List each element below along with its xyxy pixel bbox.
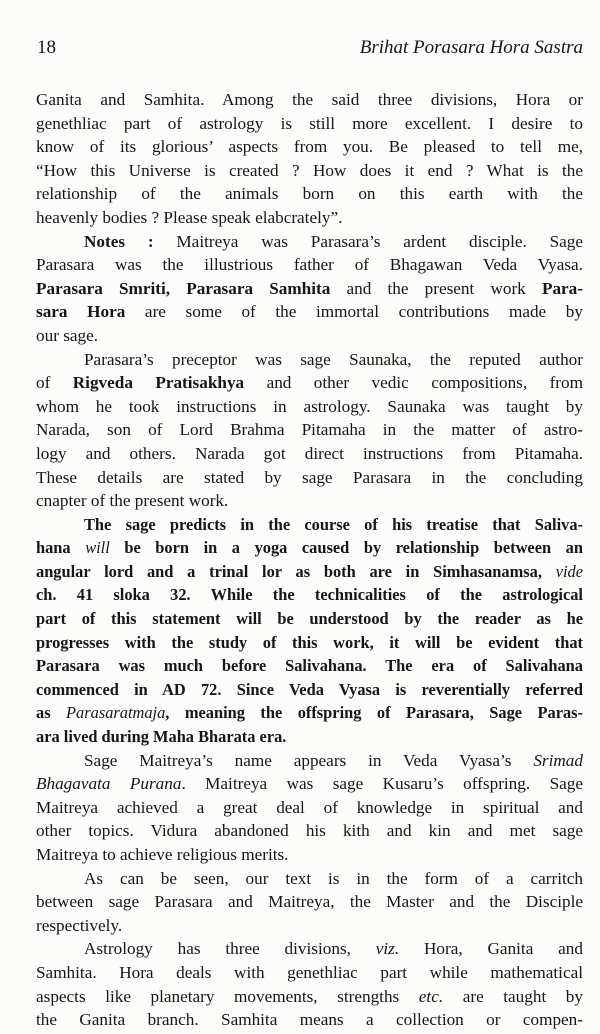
italic-text: vide bbox=[555, 561, 583, 581]
text-run: other topics. Vidura abandoned his kith and kin and met sage bbox=[36, 821, 583, 841]
text-run: ara lived during Maha Bharata era. bbox=[36, 727, 287, 747]
text-run: whom he took instructions in astrology. Saunaka was taught by bbox=[36, 396, 583, 416]
text-line bbox=[36, 701, 583, 725]
text-line bbox=[36, 867, 583, 891]
text-run: know of its glorious’ aspects from you. Be pleased to tell me, bbox=[36, 137, 583, 157]
text-line bbox=[36, 466, 583, 490]
text-run: commenced in AD 72. Since Veda Vyasa is reverentially referred bbox=[36, 679, 583, 699]
paragraph bbox=[36, 867, 583, 938]
text-run: of bbox=[36, 373, 73, 393]
text-run: part of this statement will be understood by the reader as he bbox=[36, 609, 583, 629]
text-run: relationship of the animals born on this earth with the bbox=[36, 184, 583, 204]
text-run: Parasara’s preceptor was sage Saunaka, the reputed author bbox=[84, 349, 583, 369]
text-run: Maitreya to achieve religious merits. bbox=[36, 845, 289, 864]
bold-text: Para- bbox=[541, 278, 583, 298]
text-line bbox=[36, 536, 583, 560]
text-run: The sage predicts in the course of his treatise that Saliva- bbox=[84, 514, 583, 534]
text-run: Samhita. Hora deals with genethliac part while mathematical bbox=[36, 962, 583, 982]
text-run: , meaning the offspring of Parasara, Sage Paras- bbox=[165, 703, 584, 723]
paragraph bbox=[36, 513, 583, 749]
text-line bbox=[36, 654, 583, 678]
text-line bbox=[36, 513, 583, 537]
text-line bbox=[36, 88, 583, 112]
text-run: and the present work bbox=[330, 278, 542, 298]
italic-text: will bbox=[85, 538, 110, 558]
text-line bbox=[36, 253, 583, 277]
text-line bbox=[36, 890, 583, 914]
text-line bbox=[36, 772, 583, 796]
page-number: 18 bbox=[37, 37, 56, 58]
text-run: “How this Universe is created ? How does it end ? What is the bbox=[36, 160, 583, 180]
text-line bbox=[36, 371, 583, 395]
text-run: . Maitreya was sage Kusaru’s offspring. Sage bbox=[181, 774, 583, 794]
paragraph bbox=[36, 749, 583, 867]
text-line bbox=[36, 607, 583, 631]
text-line bbox=[36, 324, 583, 348]
text-line bbox=[36, 560, 583, 584]
text-line bbox=[36, 725, 583, 749]
text-run: Sage Maitreya’s name appears in Veda Vyasa’s bbox=[84, 750, 534, 770]
bold-text: Parasara Smriti, Parasara Samhita bbox=[36, 278, 331, 298]
text-line bbox=[36, 937, 583, 961]
running-title: Brihat Porasara Hora Sastra bbox=[359, 37, 583, 58]
text-run: and other vedic compositions, from bbox=[244, 373, 583, 393]
text-line bbox=[36, 583, 583, 607]
bold-text: sara Hora bbox=[36, 302, 126, 322]
paragraph bbox=[36, 937, 583, 1031]
text-run: are some of the immortal contributions made by bbox=[125, 302, 583, 322]
text-line bbox=[36, 843, 583, 867]
text-run: progresses with the study of this work, it will be evident that bbox=[36, 632, 583, 652]
text-line bbox=[36, 418, 583, 442]
text-run: the Ganita branch. Samhita means a collection or compen- bbox=[36, 1010, 583, 1030]
italic-text: Parasaratmaja bbox=[66, 703, 166, 723]
text-run: Narada, son of Lord Brahma Pitamaha in the matter of astro- bbox=[36, 420, 583, 440]
text-run: be born in a yoga caused by relationship between an bbox=[109, 538, 583, 558]
text-run: respectively. bbox=[36, 915, 123, 935]
text-line bbox=[36, 348, 583, 372]
text-run: as bbox=[36, 703, 67, 723]
text-line bbox=[36, 442, 583, 466]
text-run: ch. 41 sloka 32. While the technicalities of the astrological bbox=[36, 585, 583, 605]
paragraph bbox=[36, 230, 583, 348]
text-run: aspects like planetary movements, strengths bbox=[36, 986, 419, 1006]
text-line bbox=[36, 796, 583, 820]
text-run: As can be seen, our text is in the form of a carritch bbox=[84, 868, 583, 888]
italic-text: etc. bbox=[418, 986, 444, 1006]
bold-text: Notes : bbox=[84, 231, 154, 251]
text-line bbox=[36, 819, 583, 843]
italic-text: Bhagavata Purana bbox=[36, 774, 182, 794]
text-run: angular lord and a trinal lor as both are in Simhasanamsa, bbox=[36, 561, 556, 581]
text-run: heavenly bodies ? Please speak elabcrately”. bbox=[36, 207, 343, 227]
bold-text: Rigveda Pratisakhya bbox=[72, 373, 245, 393]
text-line bbox=[36, 182, 583, 206]
text-run: Maitreya was Parasara’s ardent disciple. Sage bbox=[153, 231, 583, 251]
text-run: Ganita and Samhita. Among the said three divisions, Hora or bbox=[36, 90, 583, 109]
text-run: Maitreya achieved a great deal of knowledge in spiritual and bbox=[36, 797, 583, 817]
text-run: our sage. bbox=[36, 325, 99, 345]
text-line bbox=[36, 1008, 583, 1032]
text-run: Parasara was the illustrious father of Bhagawan Veda Vyasa. bbox=[36, 255, 583, 275]
text-line bbox=[36, 961, 583, 985]
text-line bbox=[36, 395, 583, 419]
text-run: Astrology has three divisions, bbox=[84, 939, 376, 959]
text-line bbox=[36, 914, 583, 938]
text-run: logy and others. Narada got direct instructions from Pitamaha. bbox=[36, 443, 583, 463]
page-body-text bbox=[36, 88, 583, 1032]
text-run: genethliac part of astrology is still more excellent. I desire to bbox=[36, 113, 583, 133]
text-line bbox=[36, 112, 583, 136]
text-line bbox=[36, 135, 583, 159]
text-line bbox=[36, 230, 583, 254]
text-line bbox=[36, 678, 583, 702]
text-line bbox=[36, 206, 583, 230]
text-line bbox=[36, 277, 583, 301]
italic-text: Srimad bbox=[533, 750, 583, 770]
italic-text: viz. bbox=[375, 939, 400, 959]
running-header bbox=[37, 36, 583, 60]
text-line bbox=[36, 489, 583, 513]
text-run: Parasara was much before Salivahana. The era of Salivahana bbox=[36, 656, 583, 676]
text-line bbox=[36, 631, 583, 655]
paragraph bbox=[36, 348, 583, 513]
text-line bbox=[36, 749, 583, 773]
paragraph bbox=[36, 88, 583, 230]
text-run: are taught by bbox=[443, 986, 583, 1006]
text-line bbox=[36, 300, 583, 324]
text-run: hana bbox=[36, 538, 86, 558]
text-run: Hora, Ganita and bbox=[399, 939, 583, 959]
text-line bbox=[36, 159, 583, 183]
text-run: These details are stated by sage Parasara in the concluding bbox=[36, 467, 583, 487]
text-run: cnapter of the present work. bbox=[36, 491, 229, 511]
text-run: between sage Parasara and Maitreya, the Master and the Disciple bbox=[36, 892, 583, 912]
text-line bbox=[36, 985, 583, 1009]
